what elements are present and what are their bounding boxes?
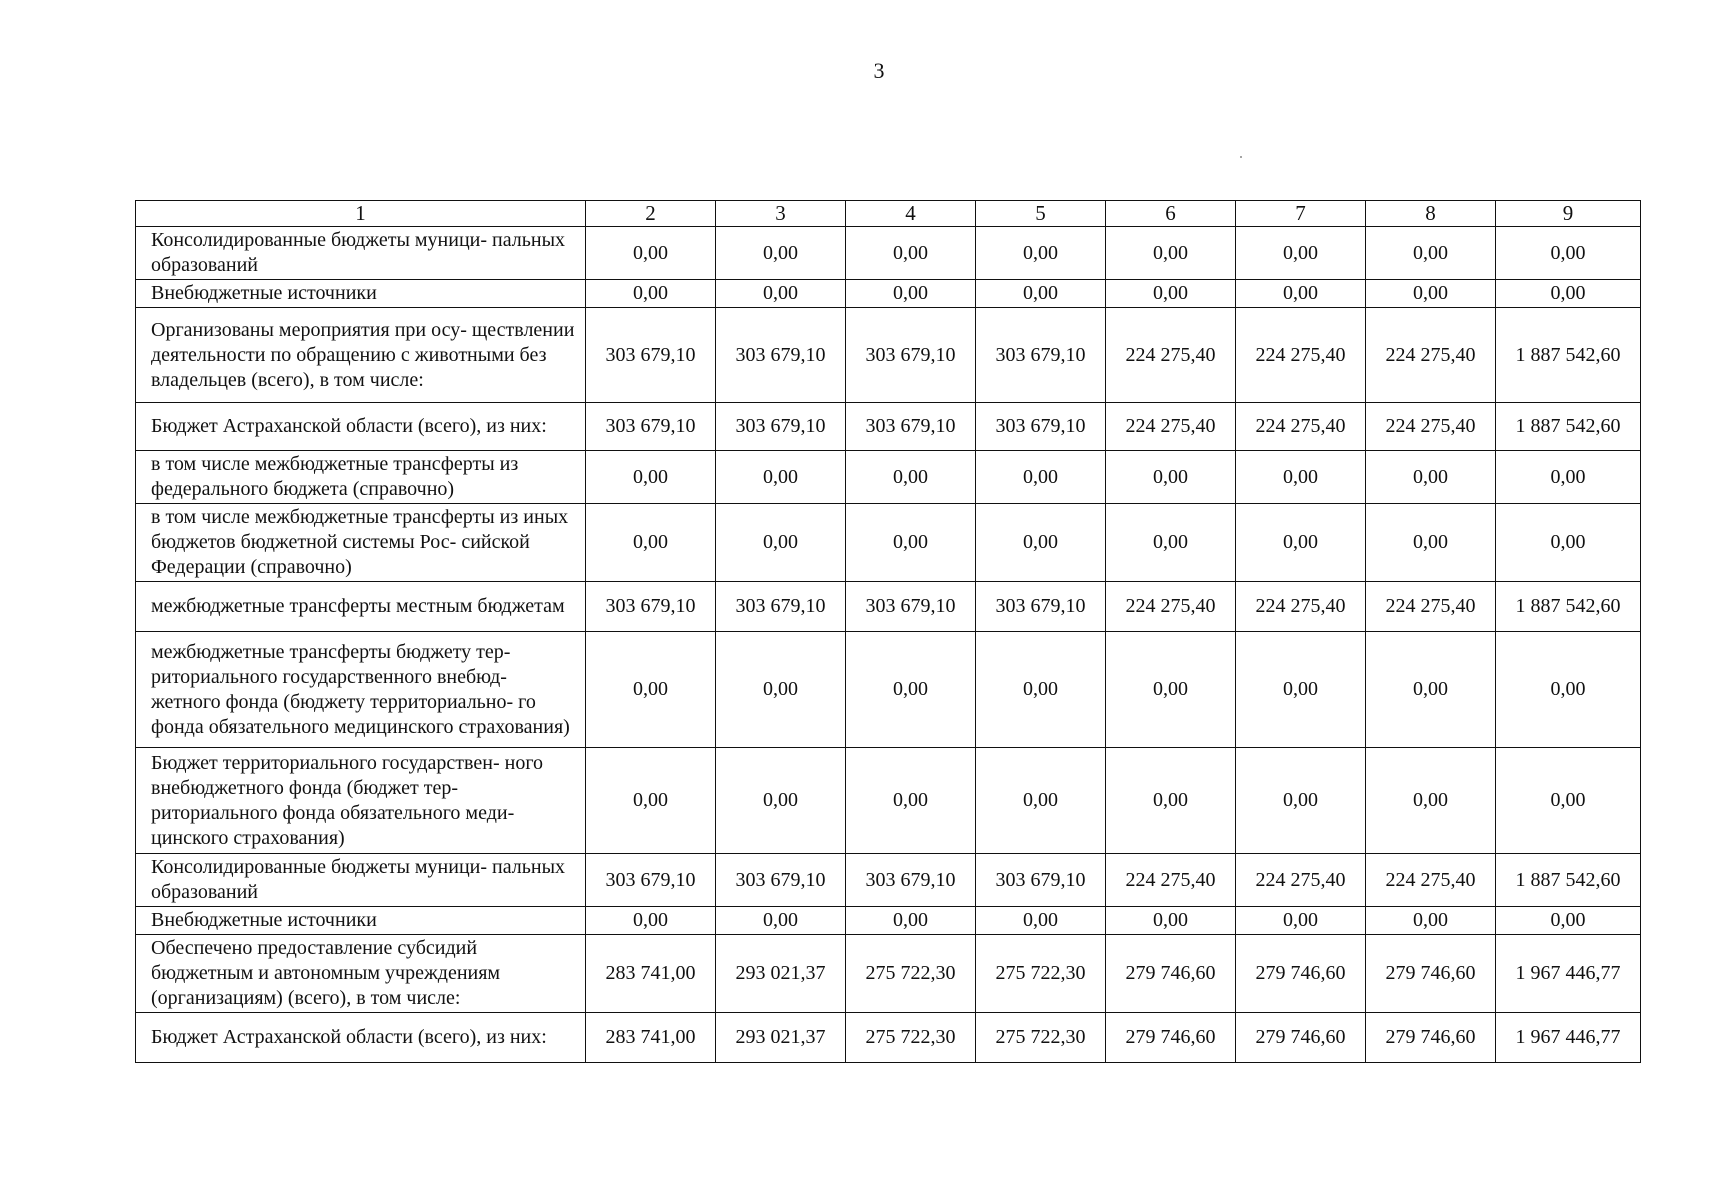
cell-value: 1 887 542,60: [1496, 403, 1641, 451]
cell-value: 0,00: [1106, 907, 1236, 935]
cell-value: 0,00: [846, 451, 976, 504]
cell-value: 0,00: [716, 451, 846, 504]
cell-value: 0,00: [1366, 504, 1496, 582]
cell-value: 303 679,10: [586, 308, 716, 403]
cell-value: 303 679,10: [976, 403, 1106, 451]
table-row: [136, 403, 1641, 451]
cell-value: 224 275,40: [1236, 308, 1366, 403]
cell-value: 0,00: [1106, 280, 1236, 308]
cell-value: 224 275,40: [1366, 308, 1496, 403]
cell-value: 293 021,37: [716, 1013, 846, 1063]
row-label: Бюджет Астраханской области (всего), из них:: [136, 403, 586, 451]
cell-value: 0,00: [716, 748, 846, 854]
cell-value: 0,00: [586, 907, 716, 935]
cell-value: 0,00: [976, 280, 1106, 308]
cell-value: 0,00: [586, 748, 716, 854]
cell-value: 303 679,10: [846, 308, 976, 403]
budget-table: [135, 200, 1641, 1063]
cell-value: 303 679,10: [716, 403, 846, 451]
cell-value: 0,00: [846, 748, 976, 854]
cell-value: 0,00: [1106, 632, 1236, 748]
table-row: [136, 504, 1641, 582]
cell-value: 1 967 446,77: [1496, 1013, 1641, 1063]
cell-value: 279 746,60: [1236, 935, 1366, 1013]
cell-value: 279 746,60: [1236, 1013, 1366, 1063]
column-header: 1: [136, 201, 586, 227]
cell-value: 0,00: [1106, 504, 1236, 582]
cell-value: 275 722,30: [846, 1013, 976, 1063]
cell-value: 0,00: [1496, 227, 1641, 280]
cell-value: 275 722,30: [846, 935, 976, 1013]
cell-value: 0,00: [976, 227, 1106, 280]
cell-value: 0,00: [716, 907, 846, 935]
cell-value: 283 741,00: [586, 935, 716, 1013]
table-row: [136, 280, 1641, 308]
cell-value: 0,00: [1236, 632, 1366, 748]
cell-value: 0,00: [1366, 280, 1496, 308]
cell-value: 283 741,00: [586, 1013, 716, 1063]
cell-value: 1 967 446,77: [1496, 935, 1641, 1013]
cell-value: 0,00: [716, 504, 846, 582]
cell-value: 0,00: [1496, 451, 1641, 504]
cell-value: 0,00: [976, 451, 1106, 504]
cell-value: 0,00: [1366, 632, 1496, 748]
row-label: Организованы мероприятия при осу- ществлении деятельности по обращению с животными без владельцев (всего), в том числе:: [136, 308, 586, 403]
table-row: [136, 1013, 1641, 1063]
cell-value: 0,00: [586, 504, 716, 582]
cell-value: 303 679,10: [846, 403, 976, 451]
cell-value: 224 275,40: [1106, 403, 1236, 451]
cell-value: 279 746,60: [1366, 935, 1496, 1013]
cell-value: 0,00: [1366, 907, 1496, 935]
cell-value: 224 275,40: [1236, 403, 1366, 451]
table-row: [136, 907, 1641, 935]
cell-value: 1 887 542,60: [1496, 854, 1641, 907]
table-row: [136, 227, 1641, 280]
cell-value: 303 679,10: [586, 854, 716, 907]
row-label: Консолидированные бюджеты муници- пальных образований: [136, 854, 586, 907]
cell-value: 0,00: [586, 451, 716, 504]
cell-value: 0,00: [1236, 227, 1366, 280]
cell-value: 1 887 542,60: [1496, 308, 1641, 403]
cell-value: 303 679,10: [976, 582, 1106, 632]
cell-value: 0,00: [976, 748, 1106, 854]
page-number: 3: [873, 58, 885, 83]
cell-value: 224 275,40: [1236, 582, 1366, 632]
table-row: [136, 935, 1641, 1013]
cell-value: 0,00: [1366, 451, 1496, 504]
cell-value: 0,00: [586, 632, 716, 748]
column-header: 5: [976, 201, 1106, 227]
cell-value: 0,00: [1236, 451, 1366, 504]
column-header: 2: [586, 201, 716, 227]
cell-value: 224 275,40: [1366, 582, 1496, 632]
cell-value: 224 275,40: [1366, 403, 1496, 451]
cell-value: 0,00: [1496, 907, 1641, 935]
cell-value: 0,00: [716, 280, 846, 308]
row-label: Обеспечено предоставление субсидий бюджетным и автономным учреждениям (организациям) (всего), в том числе:: [136, 935, 586, 1013]
cell-value: 0,00: [1106, 451, 1236, 504]
cell-value: 0,00: [976, 504, 1106, 582]
cell-value: 303 679,10: [716, 854, 846, 907]
column-header: 3: [716, 201, 846, 227]
cell-value: 303 679,10: [976, 308, 1106, 403]
table-row: [136, 582, 1641, 632]
cell-value: 0,00: [716, 632, 846, 748]
cell-value: 0,00: [976, 907, 1106, 935]
cell-value: 303 679,10: [846, 854, 976, 907]
cell-value: 224 275,40: [1106, 854, 1236, 907]
cell-value: 303 679,10: [716, 582, 846, 632]
column-header: 8: [1366, 201, 1496, 227]
cell-value: 0,00: [846, 632, 976, 748]
row-label: Внебюджетные источники: [136, 280, 586, 308]
table-row: [136, 854, 1641, 907]
row-label: Бюджет территориального государствен- ного внебюджетного фонда (бюджет тер- риториального фонда обязательного меди- цинского страхования): [136, 748, 586, 854]
cell-value: 0,00: [1236, 907, 1366, 935]
row-label: Бюджет Астраханской области (всего), из них:: [136, 1013, 586, 1063]
cell-value: 224 275,40: [1106, 308, 1236, 403]
table-row: [136, 308, 1641, 403]
cell-value: 279 746,60: [1106, 935, 1236, 1013]
cell-value: 1 887 542,60: [1496, 582, 1641, 632]
row-label: межбюджетные трансферты бюджету тер- риториального государственного внебюд- жетного фонда (бюджету территориально- го фонда обязательного медицинского страхования): [136, 632, 586, 748]
cell-value: 0,00: [1236, 748, 1366, 854]
cell-value: 224 275,40: [1236, 854, 1366, 907]
cell-value: 0,00: [846, 227, 976, 280]
cell-value: 0,00: [1496, 632, 1641, 748]
table-row: [136, 632, 1641, 748]
row-label: в том числе межбюджетные трансферты из федерального бюджета (справочно): [136, 451, 586, 504]
cell-value: 279 746,60: [1366, 1013, 1496, 1063]
cell-value: 224 275,40: [1106, 582, 1236, 632]
row-label: Внебюджетные источники: [136, 907, 586, 935]
cell-value: 0,00: [1366, 227, 1496, 280]
cell-value: 0,00: [846, 907, 976, 935]
cell-value: 0,00: [1236, 504, 1366, 582]
cell-value: 0,00: [1366, 748, 1496, 854]
cell-value: 0,00: [846, 504, 976, 582]
row-label: Консолидированные бюджеты муници- пальных образований: [136, 227, 586, 280]
cell-value: 0,00: [586, 227, 716, 280]
column-header: 9: [1496, 201, 1641, 227]
cell-value: 275 722,30: [976, 1013, 1106, 1063]
cell-value: 303 679,10: [846, 582, 976, 632]
table-header-row: [136, 201, 1641, 227]
cell-value: 303 679,10: [716, 308, 846, 403]
cell-value: 0,00: [846, 280, 976, 308]
row-label: межбюджетные трансферты местным бюджетам: [136, 582, 586, 632]
column-header: 7: [1236, 201, 1366, 227]
cell-value: 303 679,10: [586, 582, 716, 632]
cell-value: 303 679,10: [586, 403, 716, 451]
cell-value: 293 021,37: [716, 935, 846, 1013]
cell-value: 275 722,30: [976, 935, 1106, 1013]
column-header: 4: [846, 201, 976, 227]
cell-value: 0,00: [586, 280, 716, 308]
table-row: [136, 748, 1641, 854]
cell-value: 0,00: [1236, 280, 1366, 308]
cell-value: 0,00: [1106, 227, 1236, 280]
row-label: в том числе межбюджетные трансферты из иных бюджетов бюджетной системы Рос- сийской Федерации (справочно): [136, 504, 586, 582]
cell-value: 0,00: [976, 632, 1106, 748]
cell-value: 0,00: [1496, 504, 1641, 582]
cell-value: 0,00: [716, 227, 846, 280]
table-row: [136, 451, 1641, 504]
cell-value: 0,00: [1496, 748, 1641, 854]
cell-value: 224 275,40: [1366, 854, 1496, 907]
cell-value: 0,00: [1496, 280, 1641, 308]
cell-value: 303 679,10: [976, 854, 1106, 907]
scan-speck: [1240, 156, 1242, 158]
cell-value: 0,00: [1106, 748, 1236, 854]
column-header: 6: [1106, 201, 1236, 227]
cell-value: 279 746,60: [1106, 1013, 1236, 1063]
